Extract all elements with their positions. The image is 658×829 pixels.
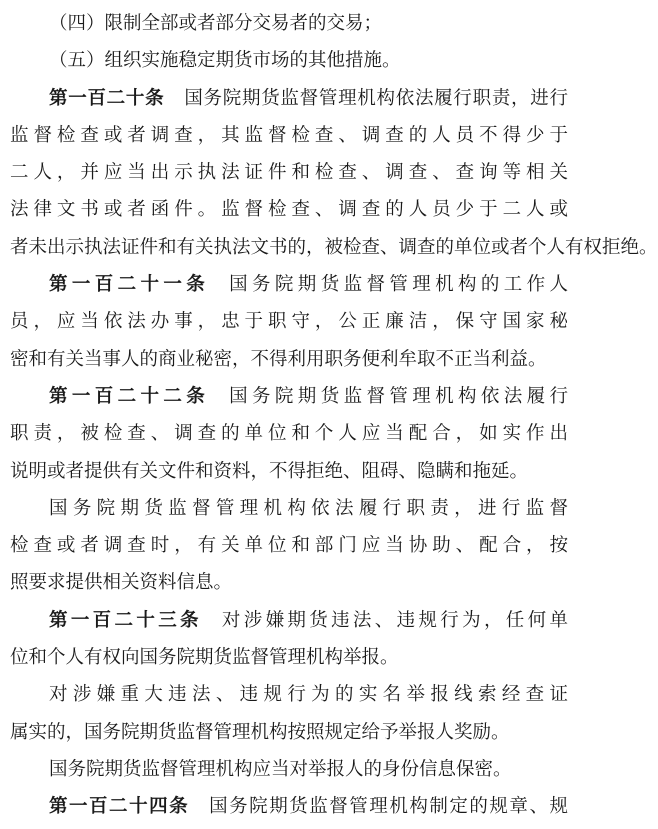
article-heading: 第一百二十一条 (49, 274, 210, 296)
paragraph-line: 国务院期货监督管理机构依法履行职责，进行 (184, 87, 568, 109)
paragraph-line: 国务院期货监督管理机构应当对举报人的身份信息保密。 (49, 758, 512, 780)
article-121 (10, 266, 568, 303)
paragraph-line: 检查或者调查时，有关单位和部门应当协助、配合，按 (10, 535, 568, 557)
paragraph-line: 照要求提供相关资料信息。 (10, 572, 233, 594)
paragraph-line: 国务院期货监督管理机构依法履行 (229, 385, 568, 407)
paragraph-line: 二人，并应当出示执法证件和检查、调查、查询等相关 (10, 162, 568, 184)
article-123 (10, 602, 568, 639)
paragraph-line: 位和个人有权向国务院期货监督管理机构举报。 (10, 647, 399, 669)
article-heading: 第一百二十三条 (49, 609, 202, 631)
article-124 (10, 788, 568, 825)
paragraph-line: 对涉嫌重大违法、违规行为的实名举报线索经查证 (49, 684, 568, 706)
article-120 (10, 80, 568, 117)
paragraph-line: 国务院期货监督管理机构的工作人 (229, 274, 568, 296)
paragraph-line: 法律文书或者函件。监督检查、调查的人员少于二人或 (10, 199, 568, 221)
document-page (10, 5, 658, 826)
paragraph-line: 属实的，国务院期货监督管理机构按照规定给予举报人奖励。 (10, 721, 510, 743)
paragraph-line: 监督检查或者调查，其监督检查、调查的人员不得少于 (10, 124, 568, 146)
paragraph-line: 员，应当依法办事，忠于职守，公正廉洁，保守国家秘 (10, 311, 568, 333)
paragraph-line: 密和有关当事人的商业秘密，不得利用职务便利牟取不正当利益。 (10, 348, 547, 370)
article-heading: 第一百二十四条 (49, 796, 190, 818)
paragraph-line: 国务院期货监督管理机构制定的规章、规 (209, 796, 568, 818)
list-item (10, 42, 568, 79)
paragraph-line: 说明或者提供有关文件和资料，不得拒绝、阻碍、隐瞒和拖延。 (10, 460, 529, 482)
paragraph-line: 职责，被检查、调查的单位和个人应当配合，如实作出 (10, 423, 568, 445)
article-122 (10, 378, 568, 415)
paragraph-line: 者未出示执法证件和有关执法文书的，被检查、调查的单位或者个人有权拒绝。 (10, 236, 658, 258)
paragraph-line: 国务院期货监督管理机构依法履行职责，进行监督 (49, 497, 568, 519)
paragraph-line: 对涉嫌期货违法、违规行为，任何单 (221, 609, 568, 631)
article-heading: 第一百二十条 (49, 87, 165, 109)
item-text: （五）组织实施稳定期货市场的其他措施。 (49, 50, 401, 72)
item-text: （四）限制全部或者部分交易者的交易； (49, 13, 383, 34)
list-item (10, 5, 568, 42)
article-heading: 第一百二十二条 (49, 385, 210, 407)
